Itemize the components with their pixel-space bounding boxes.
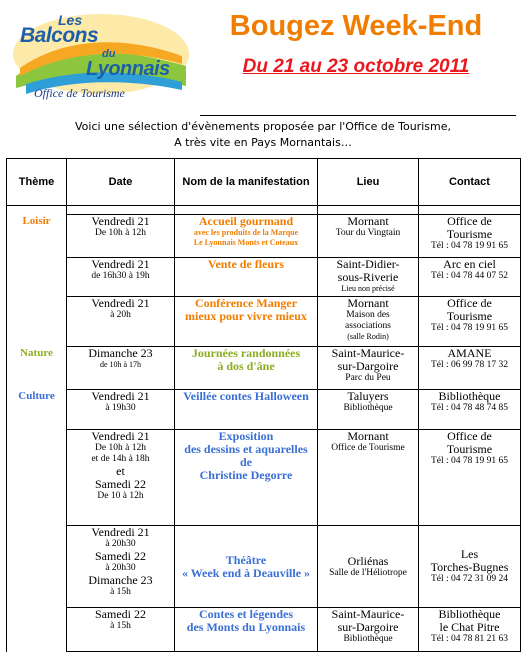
header-theme: Thème <box>7 159 67 206</box>
table-row <box>7 347 521 390</box>
event-cell <box>175 297 318 347</box>
date-day: Samedi 22 <box>95 549 146 563</box>
event-name: Journées randonnées <box>191 346 301 360</box>
date-day: Vendredi 21 <box>91 296 150 310</box>
contact-name: Bibliothèque <box>438 607 501 621</box>
header-contact: Contact <box>419 159 521 206</box>
contact-name: AMANE <box>447 346 492 360</box>
place-cell <box>318 258 419 297</box>
theme-culture: Culture <box>7 390 67 430</box>
event-detail: avec les produits de la Marque <box>193 228 299 237</box>
date-time: à 15h <box>110 621 131 631</box>
date-day: Samedi 22 <box>95 477 146 491</box>
date-time: et de 14h à 18h <box>91 454 150 464</box>
event-name: Contes et légendes <box>199 607 293 621</box>
date-time: De 10h à 12h <box>95 443 146 453</box>
date-cell <box>67 297 175 347</box>
event-name: Veillée contes Halloween <box>183 389 309 403</box>
event-name: mieux pour vivre mieux <box>185 309 307 323</box>
place-venue: Parc du Peu <box>345 373 391 383</box>
date-day: Vendredi 21 <box>91 257 150 271</box>
place-venue: Bibliothèque <box>343 634 393 644</box>
event-cell <box>175 430 318 526</box>
date-day: Vendredi 21 <box>91 429 150 443</box>
place-town: Mornant <box>347 296 389 310</box>
contact-cell <box>419 347 521 390</box>
contact-cell <box>419 390 521 430</box>
events-table <box>6 158 521 652</box>
event-name: des dessins et aquarelles <box>184 442 308 456</box>
header-place: Lieu <box>318 159 419 206</box>
logo-text-office: Office de Tourisme <box>34 86 125 100</box>
place-cell <box>318 608 419 652</box>
contact-phone: Tél : 04 72 31 09 24 <box>430 574 509 584</box>
event-cell <box>175 526 318 608</box>
event-cell <box>175 258 318 297</box>
contact-name: le Chat Pitre <box>439 620 500 634</box>
place-venue: Maison des <box>346 310 390 320</box>
table-row <box>7 297 521 347</box>
logo-text-balcons: Balcons <box>20 24 99 47</box>
contact-name: Office de <box>447 429 492 443</box>
place-cell <box>318 526 419 608</box>
place-venue: Bibliothèque <box>343 403 393 413</box>
contact-phone: Tél : 04 78 19 91 65 <box>430 241 509 251</box>
date-cell <box>67 390 175 430</box>
event-cell <box>175 215 318 258</box>
place-venue: Tour du Vingtain <box>335 228 401 238</box>
event-name: « Week end à Deauville » <box>181 565 311 580</box>
date-time: à 20h <box>110 310 131 320</box>
event-name: Vente de fleurs <box>207 257 285 271</box>
date-cell <box>67 258 175 297</box>
intro-text <box>0 119 526 151</box>
place-town: sous-Riverie <box>337 270 399 284</box>
date-cell <box>67 608 175 652</box>
date-day: Vendredi 21 <box>91 525 150 539</box>
page-title: Bougez Week-End <box>229 10 483 42</box>
place-cell <box>318 390 419 430</box>
date-time: de 16h30 à 19h <box>91 271 150 281</box>
place-cell <box>318 347 419 390</box>
date-time: de 10h à 17h <box>99 360 142 369</box>
contact-name: Office de <box>447 296 492 310</box>
event-detail: Le Lyonnais Monts et Coteaux <box>193 238 299 247</box>
place-town: Mornant <box>347 429 389 443</box>
contact-name: Bibliothèque <box>438 389 501 403</box>
date-day: Vendredi 21 <box>91 214 150 228</box>
date-time: De 10 à 12h <box>97 491 144 501</box>
place-town: Taluyers <box>347 389 389 403</box>
logo-text-lyonnais: Lyonnais <box>86 58 170 80</box>
date-day: et <box>116 464 125 478</box>
date-cell <box>67 430 175 526</box>
place-town: sur-Dargoire <box>337 620 399 634</box>
event-name: Théâtre <box>225 552 267 567</box>
date-day: Dimanche 23 <box>88 573 153 587</box>
contact-cell <box>419 608 521 652</box>
contact-name: Office de <box>447 214 492 228</box>
event-cell <box>175 347 318 390</box>
place-town: Saint-Didier- <box>336 257 400 271</box>
header-divider <box>200 115 516 116</box>
contact-name: Tourisme <box>446 227 493 241</box>
contact-phone: Tél : 04 78 81 21 63 <box>430 634 509 644</box>
date-day: Samedi 22 <box>95 607 146 621</box>
contact-name: Tourisme <box>446 309 493 323</box>
place-town: sur-Dargoire <box>337 359 399 373</box>
contact-phone: Tél : 04 78 44 07 52 <box>430 271 509 281</box>
date-cell <box>67 215 175 258</box>
place-town: Orliénas <box>347 553 389 568</box>
contact-phone: Tél : 06 99 78 17 32 <box>430 360 509 370</box>
place-town: Saint-Maurice- <box>331 607 405 621</box>
date-cell <box>67 347 175 390</box>
place-venue: Salle de l'Héliotrope <box>329 567 407 578</box>
intro-line-1: Voici une sélection d'évènements proposée par l'Office de Tourisme, <box>75 120 451 133</box>
place-venue: associations <box>345 321 391 331</box>
place-town: Mornant <box>347 214 389 228</box>
logo-text-les: Les <box>58 12 83 28</box>
table-row <box>7 258 521 297</box>
contact-phone: Tél : 04 78 19 91 65 <box>430 456 509 466</box>
contact-name: Arc en ciel <box>443 257 496 271</box>
date-day: Dimanche 23 <box>88 346 153 360</box>
event-cell <box>175 390 318 430</box>
table-row <box>7 215 521 258</box>
event-name: de <box>240 455 252 469</box>
event-name: des Monts du Lyonnais <box>186 620 306 634</box>
contact-name: Tourisme <box>446 442 493 456</box>
table-row <box>7 608 521 652</box>
contact-name: Les <box>460 547 479 561</box>
event-name: Christine Degorre <box>199 468 293 482</box>
event-name: Conférence Manger <box>194 296 298 310</box>
intro-line-2: A très vite en Pays Mornantais… <box>174 136 352 149</box>
contact-cell <box>419 526 521 608</box>
page-subtitle-dates: Du 21 au 23 octobre 2011 <box>242 56 470 77</box>
place-cell <box>318 430 419 526</box>
header-name: Nom de la manifestation <box>175 159 318 206</box>
event-name: Exposition <box>218 429 274 443</box>
place-venue: Office de Tourisme <box>331 443 405 453</box>
date-time: De 10h à 12h <box>95 228 146 238</box>
place-venue: Lieu non précisé <box>341 284 395 293</box>
date-cell <box>67 526 175 608</box>
date-time: à 20h30 <box>105 539 136 549</box>
place-cell <box>318 297 419 347</box>
date-time: à 19h30 <box>105 403 136 413</box>
table-row <box>7 526 521 608</box>
contact-cell <box>419 430 521 526</box>
date-time: à 20h30 <box>105 563 136 573</box>
contact-phone: Tél : 04 78 19 91 65 <box>430 323 509 333</box>
contact-cell <box>419 297 521 347</box>
place-town: Saint-Maurice- <box>331 346 405 360</box>
contact-cell <box>419 215 521 258</box>
tourism-office-logo <box>6 6 192 112</box>
contact-phone: Tél : 04 78 48 74 85 <box>430 403 509 413</box>
contact-name: Torches-Bugnes <box>430 560 509 574</box>
header-date: Date <box>67 159 175 206</box>
theme-loisir: Loisir <box>7 215 67 258</box>
date-time: à 15h <box>110 587 131 597</box>
place-cell <box>318 215 419 258</box>
date-day: Vendredi 21 <box>91 389 150 403</box>
table-header-row <box>7 159 521 206</box>
place-venue: (salle Rodin) <box>347 332 389 341</box>
table-row <box>7 390 521 430</box>
theme-nature: Nature <box>7 347 67 390</box>
contact-cell <box>419 258 521 297</box>
table-row <box>7 430 521 526</box>
event-name: Accueil gourmand <box>198 214 294 228</box>
logo-text-du: du <box>102 48 116 60</box>
event-name: à dos d'âne <box>217 359 275 373</box>
event-cell <box>175 608 318 652</box>
